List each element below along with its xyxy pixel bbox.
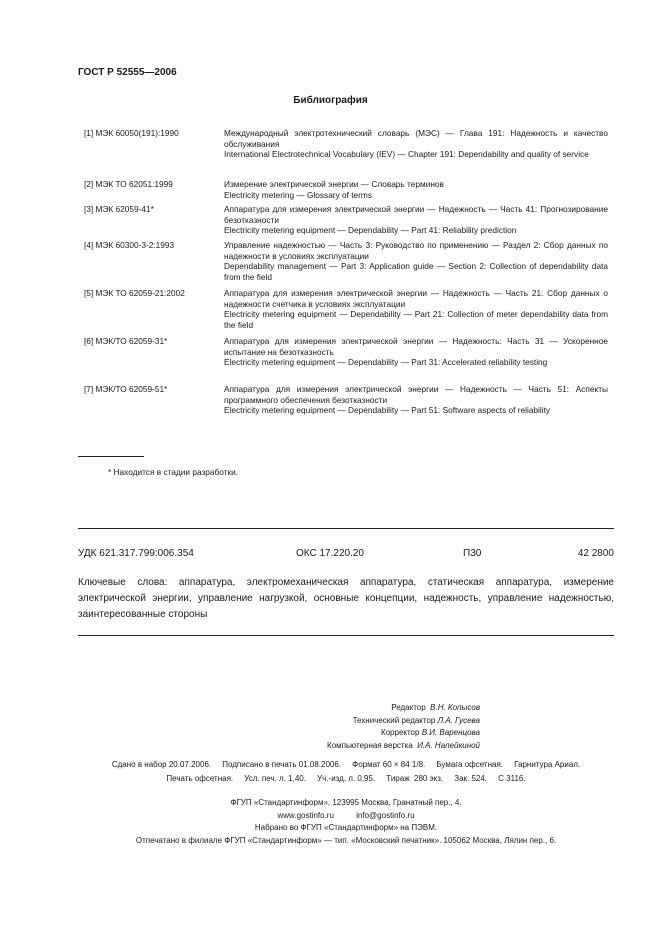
reference-number: [3] МЭК 62059-41* [84, 204, 154, 214]
reference-title-ru: Международный электротехнический словарь (МЭС) — Глава 191: Надежность и качество обслуживания [224, 128, 608, 149]
reference-title-ru: Аппаратура для измерения электрической энергии — Надежность: Часть 31 — Ускоренное испытание на безотказность [224, 336, 608, 357]
credits-block [190, 702, 480, 752]
credit-role: Редактор [391, 703, 426, 712]
credit-line [190, 740, 480, 753]
publisher-contacts: www.gostinfo.ru info@gostinfo.ru [277, 810, 415, 820]
credit-line [190, 727, 480, 740]
reference-title-en: Electricity metering — Glossary of terms [224, 189, 372, 200]
reference-item [84, 384, 608, 416]
classification-row [78, 548, 614, 562]
reference-title-en: International Electrotechnical Vocabulary (IEV) — Chapter 191: Dependability and quality of service [224, 149, 589, 160]
udk-code: УДК 621.317.799:006.354 [78, 548, 194, 559]
reference-title-en: Electricity metering equipment — Dependability — Part 31: Accelerated reliability testing [224, 357, 548, 368]
credit-role: Корректор [380, 728, 420, 737]
reference-title-ru: Управление надежностью — Часть 3: Руководство по применению — Раздел 2: Сбор данных по надежности в условиях эксплуатации [224, 240, 608, 261]
publisher-block [78, 797, 614, 847]
reference-title-ru: Аппаратура для измерения электрической энергии — Надежность — Часть 41: Прогнозирование безотказности [224, 204, 608, 225]
credit-role: Технический редактор [352, 715, 436, 725]
publisher-address: ФГУП «Стандартинформ», 123995 Москва, Гранатный пер., 4. [230, 798, 462, 807]
credit-name: В.Н. Копысов [430, 703, 480, 712]
reference-number: [7] МЭК/ТО 62059-51* [84, 384, 168, 394]
reference-item [84, 128, 608, 160]
print-info-line2: Печать офсетная. Усл. печ. л. 1,40. Уч.-изд. л. 0,95. Тираж 280 экз. Зак. 524. С 3116. [166, 774, 526, 783]
reference-title-en: Electricity metering equipment — Dependability — Part 51: Software aspects of reliability [224, 405, 551, 416]
divider [78, 528, 614, 529]
reference-item [84, 336, 608, 368]
document-id: ГОСТ Р 52555—2006 [78, 67, 177, 78]
publisher-typeset: Набрано во ФГУП «Стандартинформ» на ПЭВМ. [254, 823, 438, 832]
category-code: П30 [463, 548, 482, 559]
reference-item [84, 179, 608, 200]
reference-number: [6] МЭК/ТО 62059-31* [84, 336, 168, 346]
reference-title-en: Dependability management — Part 3: Application guide — Section 2: Collection of dependability data from the field [224, 261, 608, 282]
reference-item [84, 288, 608, 330]
reference-number: [5] МЭК ТО 62059-21:2002 [84, 288, 185, 298]
reference-title-ru: Измерение электрической энергии — Словарь терминов [224, 179, 444, 189]
footnote: * Находится в стадии разработки. [108, 467, 239, 477]
oks-code: ОКС 17.220.20 [296, 548, 364, 559]
reference-title-en: Electricity metering equipment — Dependability — Part 21: Collection of meter dependability data from the field [224, 309, 608, 330]
divider [78, 635, 614, 636]
okp-code: 42 2800 [577, 548, 614, 559]
section-title: Библиография [293, 95, 368, 106]
reference-number: [4] МЭК 60300-3-2:1993 [84, 240, 175, 250]
credit-name: В.И. Варенцова [421, 728, 480, 737]
reference-title-ru: Аппаратура для измерения электрической энергии — Надежность — Часть 21: Сбор данных о надежности счетчика в условиях эксплуатации [224, 288, 608, 309]
credit-line [190, 702, 480, 715]
credit-name: Л.А. Гусева [437, 715, 480, 725]
credit-name: И.А. Налейкиной [417, 740, 480, 750]
reference-title-ru: Аппаратура для измерения электрической энергии — Надежность — Часть 51: Аспекты программного обеспечения безотказности [224, 384, 608, 405]
print-info-line1: Сдано в набор 20.07.2006. Подписано в печать 01.08.2006. Формат 60 × 84 1/8. Бумага офсетная. Гарнитура Ариал. [111, 760, 581, 769]
credit-role: Компьютерная верстка [327, 740, 413, 750]
publisher-printed: Отпечатано в филиале ФГУП «Стандартинформ» — тип. «Московский печатник». 105062 Москва, Лялин пер., 6. [135, 835, 557, 845]
reference-item [84, 204, 608, 236]
footnote-divider [78, 456, 144, 457]
reference-title-en: Electricity metering equipment — Dependability — Part 41: Reliability prediction [224, 225, 517, 236]
reference-item [84, 240, 608, 282]
keywords: Ключевые слова: аппаратура, электромеханическая аппаратура, статическая аппаратура, измерение электрической энергии, управление нагрузкой, основные концепции, надежность, управление надежностью, заинтересованные стороны [78, 577, 614, 620]
reference-number: [2] МЭК ТО 62051:1999 [84, 179, 173, 189]
reference-number: [1] МЭК 60050(191):1990 [84, 128, 179, 138]
credit-line [190, 715, 480, 728]
